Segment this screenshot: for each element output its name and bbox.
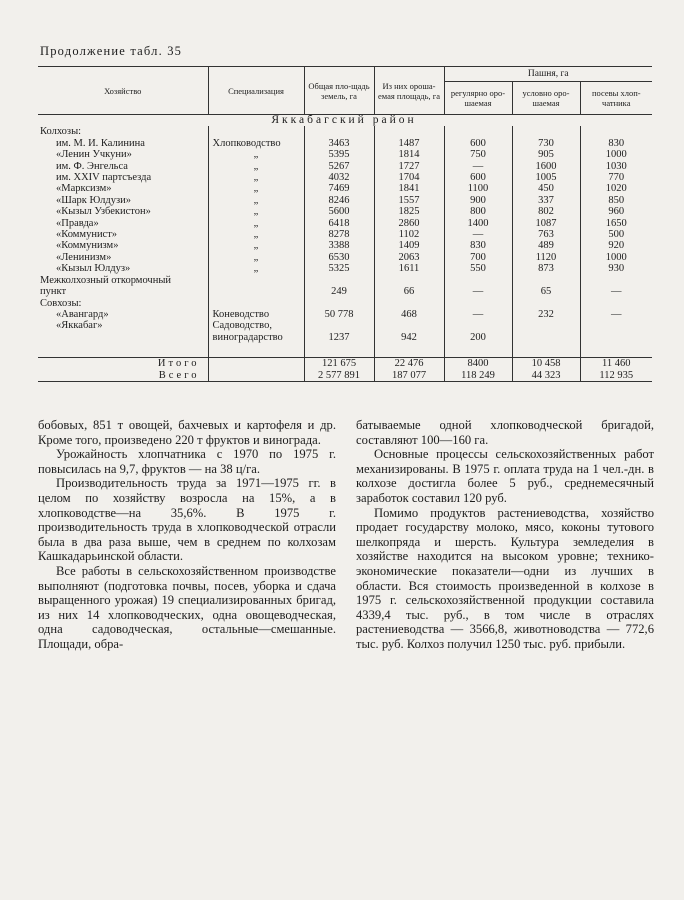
farm-name: «Кызыл Юлдуз» — [56, 263, 131, 275]
cond-cell — [512, 332, 580, 343]
empty-cell — [38, 332, 208, 343]
header-specialization: Специализация — [208, 67, 304, 115]
table-row — [38, 320, 652, 331]
table-row — [38, 229, 652, 240]
irr-cell: 187 077 — [374, 370, 444, 382]
total-cell: 249 — [304, 286, 374, 297]
cotton-cell: 920 — [580, 240, 652, 251]
farm-name: «Ленин Учкуни» — [56, 149, 132, 161]
paragraph: Все работы в сельскохозяйственном производстве выполняют (подготовка почвы, посев, уборка и сдача выращенного урожая) 19 специализированных бригад, из них 14 хлопководческих, одна овощеводческая, одна садоводческая, остальные—смешанные. Площади, обра- — [38, 563, 336, 651]
farm-name: «Правда» — [56, 217, 99, 229]
empty-cell — [374, 298, 444, 309]
regular-cell: 1400 — [444, 218, 512, 229]
regular-cell: 600 — [444, 138, 512, 149]
specialization-cell: „ — [208, 240, 304, 251]
reg-cell: 200 — [444, 332, 512, 343]
paragraph: бобовых, 851 т овощей, бахчевых и картофеля и др. Кроме того, произведено 220 т фруктов и винограда. — [38, 418, 336, 447]
reg-cell: 118 249 — [444, 370, 512, 382]
conditional-cell: 489 — [512, 240, 580, 251]
total-area-cell: 5325 — [304, 263, 374, 274]
vsego-label: Всего — [38, 370, 208, 382]
data-table-wrapper — [38, 66, 652, 382]
irrigated-cell: 2860 — [374, 218, 444, 229]
farm-name: «Кызыл Узбекистон» — [56, 206, 151, 218]
table-row — [38, 172, 652, 183]
specialization-cell: „ — [208, 183, 304, 194]
header-conditional: условно оро-шаемая — [512, 82, 580, 115]
farm-name: «Ленинизм» — [56, 251, 112, 263]
total-area-cell: 5267 — [304, 161, 374, 172]
total-area-cell: 8246 — [304, 195, 374, 206]
conditional-cell: 730 — [512, 138, 580, 149]
regular-cell: 550 — [444, 263, 512, 274]
conditional-cell: 873 — [512, 263, 580, 274]
farm-name: им. М. И. Калинина — [56, 137, 145, 149]
regular-cell: 1100 — [444, 183, 512, 194]
irr-cell: 942 — [374, 332, 444, 343]
irr-cell: 22 476 — [374, 358, 444, 370]
irr-cell: 66 — [374, 286, 444, 297]
farm-name: им. Ф. Энгельса — [56, 160, 128, 172]
irrigated-cell: 1611 — [374, 263, 444, 274]
irrigated-cell: 1409 — [374, 240, 444, 251]
total-area-cell: 8278 — [304, 229, 374, 240]
cond-cell: 44 323 — [512, 370, 580, 382]
farm-name: «Коммунист» — [56, 229, 118, 241]
header-farm: Хозяйство — [38, 67, 208, 115]
conditional-cell: 1005 — [512, 172, 580, 183]
cotton-cell: 1020 — [580, 183, 652, 194]
spacer-row — [38, 343, 652, 358]
table-row — [38, 161, 652, 172]
irrigated-cell: 1814 — [374, 149, 444, 160]
irr-cell: 468 — [374, 309, 444, 320]
conditional-cell: 763 — [512, 229, 580, 240]
empty-cell — [208, 358, 304, 370]
regular-cell: 900 — [444, 195, 512, 206]
paragraph: Помимо продуктов растениеводства, хозяйство продает государству молоко, мясо, коконы тутового шелкопряда и шерсть. Культура земледелия в хозяйстве находится на высоком уровне; технико-экономические показатели—одни из лучших в области. Вся стоимость произведенной в колхозе в 1975 г. сельскохозяйственной продукции составила 4339,4 тыс. руб., в том числе в отраслях растениеводства — 3566,8, животноводства — 772,6 тыс. руб. Колхоз получил 1250 тыс. руб. прибыли. — [356, 505, 654, 651]
itogo-row — [38, 358, 652, 370]
total-area-cell: 5395 — [304, 149, 374, 160]
conditional-cell: 802 — [512, 206, 580, 217]
specialization-cell — [208, 275, 304, 286]
text-column-right — [356, 418, 654, 652]
farm-name: Межколхозный откормочный — [40, 274, 172, 286]
table-row — [38, 252, 652, 263]
cotton-cell: 850 — [580, 195, 652, 206]
cotton-cell: 770 — [580, 172, 652, 183]
empty-cell — [304, 298, 374, 309]
irrigated-cell: 1102 — [374, 229, 444, 240]
specialization-cell: „ — [208, 149, 304, 160]
total-area-cell: 6530 — [304, 252, 374, 263]
irrigated-cell: 1841 — [374, 183, 444, 194]
empty-cell — [512, 343, 580, 358]
specialization-cell: „ — [208, 172, 304, 183]
irrigated-cell: 1557 — [374, 195, 444, 206]
table-row — [38, 263, 652, 274]
reg-cell: — — [444, 286, 512, 297]
empty-cell — [512, 275, 580, 286]
irrigated-cell: 1487 — [374, 138, 444, 149]
empty-cell — [512, 320, 580, 331]
table-row — [38, 286, 652, 297]
region-row — [38, 115, 652, 127]
sovkhoz-label: Совхозы: — [40, 297, 82, 309]
specialization-cell: „ — [208, 206, 304, 217]
specialization-cell: „ — [208, 263, 304, 274]
specialization-cell: „ — [208, 195, 304, 206]
cotton-cell: 500 — [580, 229, 652, 240]
total-cell: 1237 — [304, 332, 374, 343]
sovkhoz-label-row — [38, 298, 652, 309]
total-area-cell: 5600 — [304, 206, 374, 217]
empty-cell — [444, 298, 512, 309]
paragraph: Урожайность хлопчатника с 1970 по 1975 г. повысилась на 9,7, фруктов — на 38 ц/га. — [38, 447, 336, 476]
farm-name: «Коммунизм» — [56, 240, 119, 252]
specialization-cell: Коневодство — [208, 309, 304, 320]
table-row — [38, 332, 652, 343]
specialization-cell: „ — [208, 161, 304, 172]
header-regular: регулярно оро-шаемая — [444, 82, 512, 115]
irrigated-cell: 2063 — [374, 252, 444, 263]
header-arable: Пашня, га — [444, 67, 652, 82]
table-row — [38, 183, 652, 194]
region-title: Яккабагский район — [271, 114, 417, 126]
text-column-left — [38, 418, 336, 652]
cotton-cell: 1000 — [580, 252, 652, 263]
farm-name: «Марксизм» — [56, 183, 112, 195]
table-caption: Продолжение табл. 35 — [40, 44, 183, 58]
regular-cell: 750 — [444, 149, 512, 160]
table-row — [38, 195, 652, 206]
conditional-cell: 1120 — [512, 252, 580, 263]
total-cell: 50 778 — [304, 309, 374, 320]
cond-cell: 10 458 — [512, 358, 580, 370]
table-row — [38, 275, 652, 286]
conditional-cell: 1600 — [512, 161, 580, 172]
cotton-cell: 960 — [580, 206, 652, 217]
total-area-cell: 3463 — [304, 138, 374, 149]
cotton-cell: — — [580, 286, 652, 297]
regular-cell: 700 — [444, 252, 512, 263]
cotton-cell: 1000 — [580, 149, 652, 160]
regular-cell: 830 — [444, 240, 512, 251]
empty-cell — [444, 320, 512, 331]
conditional-cell: 905 — [512, 149, 580, 160]
table-row — [38, 240, 652, 251]
total-area-cell: 3388 — [304, 240, 374, 251]
regular-cell: — — [444, 161, 512, 172]
paragraph: Производительность труда за 1971—1975 гг. в целом по хозяйству возросла на 15%, а в хлопководстве—на 35,6%. В 1975 г. производительность труда в хлопководческой отрасли была в два раза выше, чем в среднем по колхозам Кашкадарьинской области. — [38, 476, 336, 564]
cond-cell: 65 — [512, 286, 580, 297]
paragraph: батываемые одной хлопководческой бригадой, составляют 100—160 га. — [356, 418, 654, 447]
specialization-cell: „ — [208, 252, 304, 263]
conditional-cell: 450 — [512, 183, 580, 194]
cotton-cell: 1650 — [580, 218, 652, 229]
regular-cell: 800 — [444, 206, 512, 217]
empty-cell — [304, 343, 374, 358]
conditional-cell: 337 — [512, 195, 580, 206]
table-row — [38, 149, 652, 160]
farm-name: «Шарк Юлдузи» — [56, 194, 131, 206]
empty-cell — [444, 275, 512, 286]
irrigated-cell: 1704 — [374, 172, 444, 183]
empty-cell — [208, 370, 304, 382]
table-body — [38, 115, 652, 382]
cotton-cell: 830 — [580, 138, 652, 149]
reg-cell: — — [444, 309, 512, 320]
farm-name: «Авангард» — [56, 308, 109, 320]
cotton-cell: 930 — [580, 263, 652, 274]
itogo-label: Итого — [38, 358, 208, 370]
irrigated-cell: 1727 — [374, 161, 444, 172]
reg-cell: 8400 — [444, 358, 512, 370]
cotton-cell — [580, 332, 652, 343]
farm-name: пункт — [40, 286, 67, 298]
specialization-cell: Садоводство, — [208, 320, 304, 331]
paragraph: Основные процессы сельскохозяйственных работ механизированы. В 1975 г. оплата труда на 1 чел.-дн. в колхозе достигла более 5 руб., среднемесячный заработок составил 120 руб. — [356, 447, 654, 505]
empty-cell — [374, 275, 444, 286]
irrigated-cell: 1825 — [374, 206, 444, 217]
total-area-cell: 7469 — [304, 183, 374, 194]
regular-cell: 600 — [444, 172, 512, 183]
kolkhoz-label: Колхозы: — [40, 126, 82, 138]
empty-cell — [374, 343, 444, 358]
total-area-cell: 6418 — [304, 218, 374, 229]
table-row — [38, 206, 652, 217]
empty-cell — [580, 320, 652, 331]
specialization-cell: Хлопководство — [208, 138, 304, 149]
total-cell: 121 675 — [304, 358, 374, 370]
total-cell: 2 577 891 — [304, 370, 374, 382]
empty-cell — [374, 320, 444, 331]
regular-cell: — — [444, 229, 512, 240]
empty-cell — [512, 298, 580, 309]
specialization-cell: „ — [208, 229, 304, 240]
specialization-cell — [208, 286, 304, 297]
cotton-cell: — — [580, 309, 652, 320]
total-area-cell: 4032 — [304, 172, 374, 183]
kolkhoz-label-row — [38, 126, 652, 137]
farm-table — [38, 66, 652, 382]
empty-cell — [208, 298, 304, 309]
header-total-area: Общая пло-щадь земель, га — [304, 67, 374, 115]
cond-cell: 232 — [512, 309, 580, 320]
farm-name: им. XXIV партсъезда — [56, 172, 152, 184]
header-cotton: посевы хлоп-чатника — [580, 82, 652, 115]
empty-cell — [304, 320, 374, 331]
empty-cell — [580, 298, 652, 309]
cotton-cell: 11 460 — [580, 358, 652, 370]
specialization-cell: „ — [208, 218, 304, 229]
header-irrigated: Из них ороша-емая площадь, га — [374, 67, 444, 115]
specialization-cell: виноградарство — [208, 332, 304, 343]
empty-cell — [38, 343, 208, 358]
empty-cell — [304, 275, 374, 286]
vsego-row — [38, 370, 652, 382]
cotton-cell: 112 935 — [580, 370, 652, 382]
conditional-cell: 1087 — [512, 218, 580, 229]
empty-cell — [580, 343, 652, 358]
empty-cell — [444, 343, 512, 358]
table-row — [38, 218, 652, 229]
table-row — [38, 309, 652, 320]
cotton-cell: 1030 — [580, 161, 652, 172]
empty-cell — [580, 275, 652, 286]
farm-name: «Яккабаг» — [56, 320, 103, 332]
table-row — [38, 138, 652, 149]
empty-cell — [208, 343, 304, 358]
